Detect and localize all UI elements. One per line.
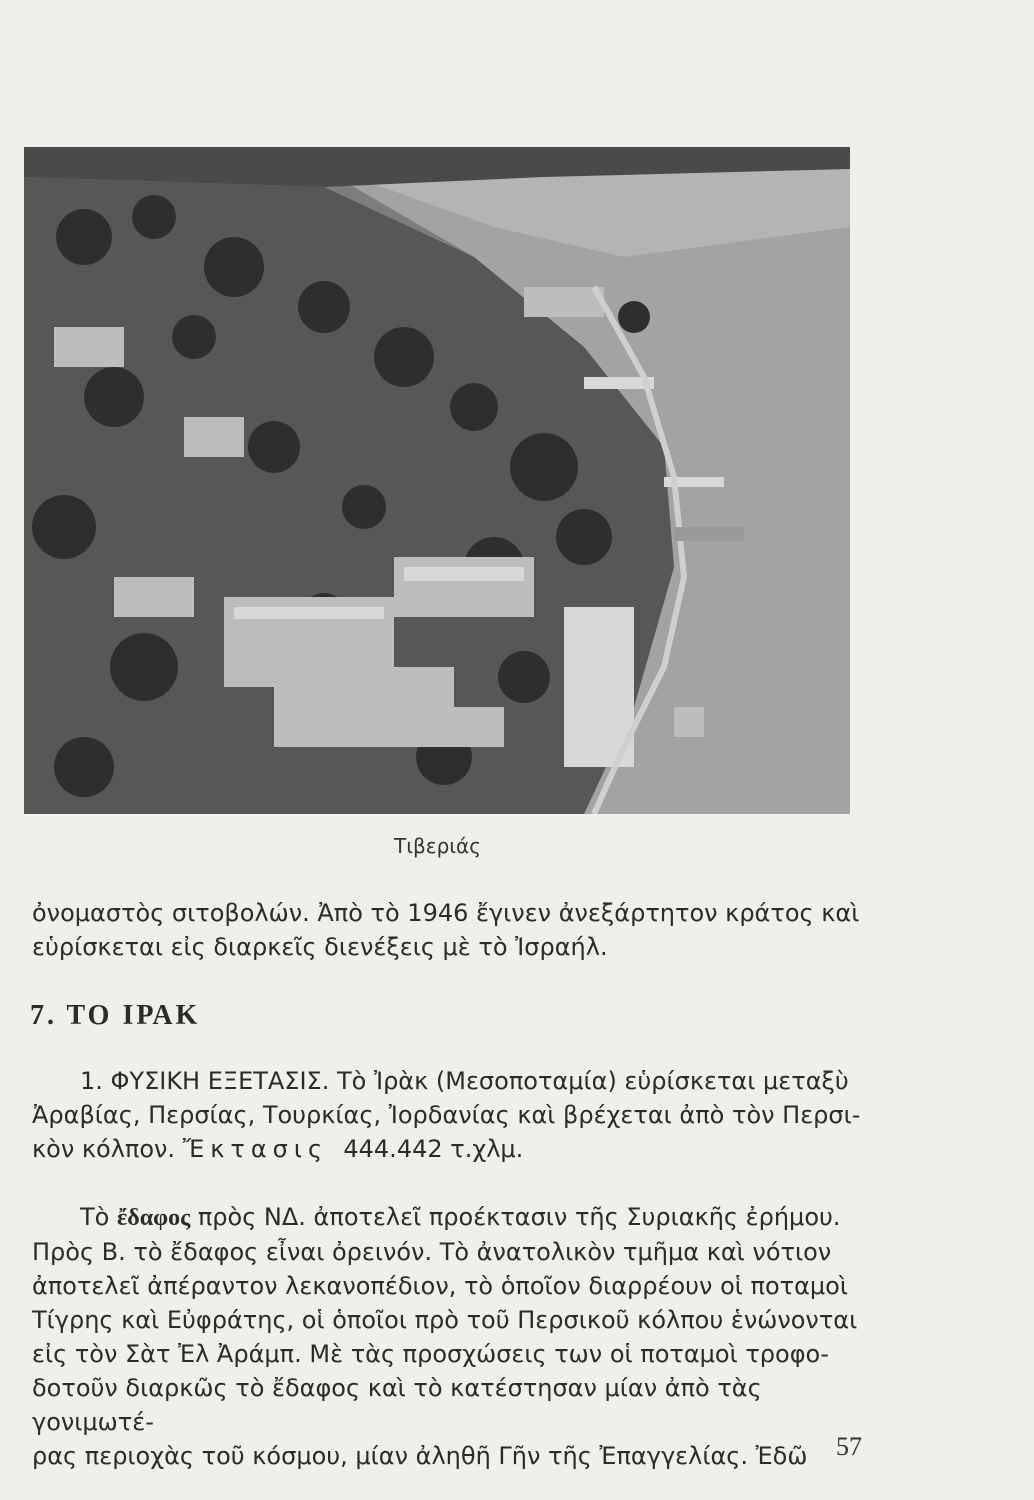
text-line: ἀποτελεῖ ἀπέραντον λεκανοπέδιον, τὸ ὁποῖον διαρρέουν οἱ ποταμοὶ bbox=[32, 1272, 848, 1300]
area-label: Ἔκτασις bbox=[182, 1135, 329, 1163]
aerial-photo bbox=[24, 147, 850, 814]
text-span: πρὸς ΝΔ. ἀποτελεῖ προέκτασιν τῆς Συριακῆς ἐρήμου. bbox=[190, 1203, 841, 1231]
soil-paragraph bbox=[32, 1200, 878, 1473]
section-heading bbox=[30, 1000, 200, 1032]
section-title: ΤΟ ΙΡΑΚ bbox=[66, 1000, 201, 1031]
text-span: Τὸ bbox=[80, 1203, 117, 1231]
page-number: 57 bbox=[836, 1432, 862, 1461]
soil-bold-word: ἔδαφος bbox=[116, 1205, 191, 1231]
aerial-town-lake-photo-icon bbox=[24, 147, 850, 814]
text-line: ρας περιοχὰς τοῦ κόσμου, μίαν ἀληθῆ Γῆν τῆς Ἐπαγγελίας. Ἐδῶ bbox=[32, 1442, 808, 1470]
text-line: εἰς τὸν Σὰτ Ἐλ Ἀράμπ. Μὲ τὰς προσχώσεις των οἱ ποταμοὶ τροφο- bbox=[32, 1340, 829, 1368]
text-span: κὸν κόλπον. bbox=[32, 1135, 183, 1163]
area-value: 444.442 τ.χλμ. bbox=[343, 1135, 524, 1163]
text-line: Τίγρης καὶ Εὐφράτης, οἱ ὁποῖοι πρὸ τοῦ Περσικοῦ κόλπου ἑνώνονται bbox=[32, 1306, 858, 1334]
text-span: Τὸ Ἰρὰκ (Μεσοποταμία) εὑρίσκεται μεταξὺ bbox=[329, 1067, 849, 1095]
section-number: 7. bbox=[30, 1000, 57, 1031]
text-line bbox=[32, 1200, 878, 1235]
text-line bbox=[32, 1132, 878, 1166]
text-line: ὀνομαστὸς σιτοβολών. Ἀπὸ τὸ 1946 ἔγινεν ἀνεξάρτητον κράτος καὶ bbox=[32, 899, 860, 927]
text-line: εὑρίσκεται εἰς διαρκεῖς διενέξεις μὲ τὸ Ἰσραήλ. bbox=[32, 933, 608, 961]
text-line: Ἀραβίας, Περσίας, Τουρκίας, Ἰορδανίας καὶ βρέχεται ἀπὸ τὸν Περσι- bbox=[32, 1101, 861, 1129]
text-line bbox=[32, 1064, 878, 1098]
subsection-label: 1. ΦΥΣΙΚΗ ΕΞΕΤΑΣΙΣ. bbox=[80, 1067, 330, 1095]
text-line: Πρὸς Β. τὸ ἔδαφος εἶναι ὀρεινόν. Τὸ ἀνατολικὸν τμῆμα καὶ νότιον bbox=[32, 1238, 832, 1266]
intro-paragraph bbox=[32, 896, 878, 964]
text-line: δοτοῦν διαρκῶς τὸ ἔδαφος καὶ τὸ κατέστησαν μίαν ἀπὸ τὰς γονιμωτέ- bbox=[32, 1374, 762, 1436]
photo-caption: Τιβεριάς bbox=[394, 834, 481, 858]
physical-exam-paragraph bbox=[32, 1064, 878, 1166]
